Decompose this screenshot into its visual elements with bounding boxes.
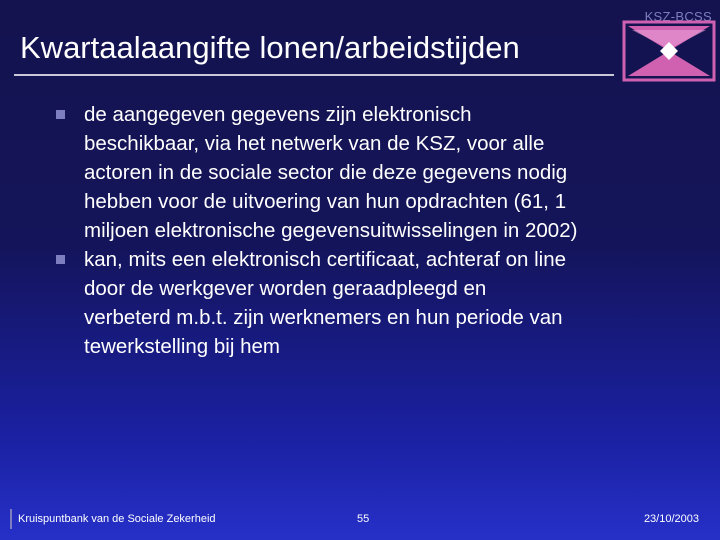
bullet-item [56, 100, 676, 245]
footer-page-number: 55 [357, 513, 370, 525]
bullet-square-icon [56, 255, 65, 264]
brand-tag: KSZ-BCSS [644, 9, 712, 24]
bullet-line: verbeterd m.b.t. zijn werknemers en hun periode van [84, 306, 563, 329]
bullet-list [56, 100, 676, 361]
bullet-line: miljoen elektronische gegevensuitwisselingen in 2002) [84, 219, 578, 242]
bullet-line: door de werkgever worden geraadpleegd en [84, 277, 487, 300]
footer-divider [10, 509, 12, 529]
slide-title: Kwartaalaangifte lonen/arbeidstijden [20, 30, 520, 65]
bullet-line: beschikbaar, via het netwerk van de KSZ, voor alle [84, 132, 545, 155]
ksz-logo-icon [622, 20, 716, 82]
bullet-line: hebben voor de uitvoering van hun opdrachten (61, 1 [84, 190, 567, 213]
footer-organization: Kruispuntbank van de Sociale Zekerheid [18, 513, 216, 525]
bullet-square-icon [56, 110, 65, 119]
footer-date: 23/10/2003 [643, 513, 699, 525]
bullet-line: de aangegeven gegevens zijn elektronisch [84, 103, 472, 126]
bullet-line: kan, mits een elektronisch certificaat, achteraf on line [84, 248, 566, 271]
bullet-item [56, 245, 676, 361]
bullet-line: tewerkstelling bij hem [84, 335, 280, 358]
bullet-line: actoren in de sociale sector die deze gegevens nodig [84, 161, 568, 184]
title-underline [14, 74, 614, 76]
